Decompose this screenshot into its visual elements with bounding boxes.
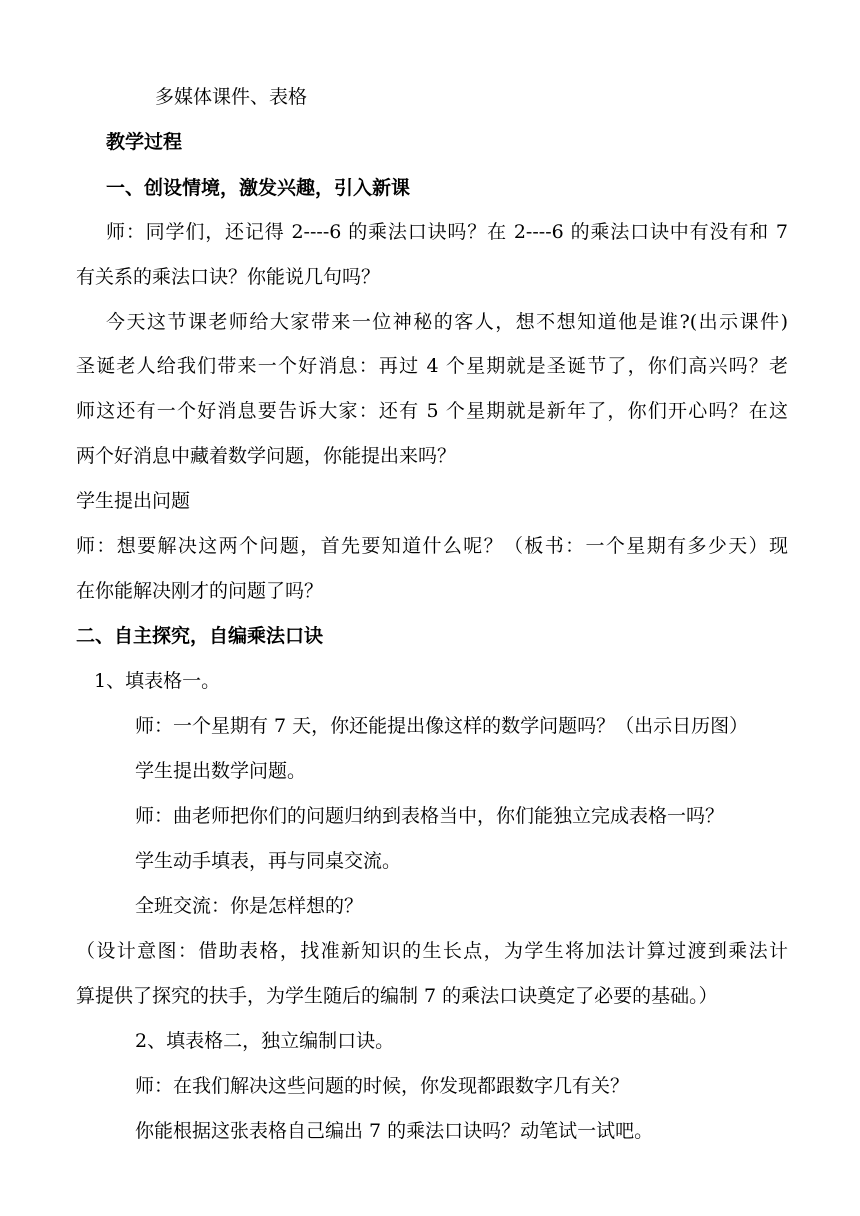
list-item-1: 1、填表格一。 [94,670,221,692]
materials-line: 多媒体课件、表格 [155,86,308,108]
list-item-1-line-3: 师：曲老师把你们的问题归纳到表格当中，你们能独立完成表格一吗？ [135,805,725,827]
list-item-1-line-4: 学生动手填表，再与同桌交流。 [135,850,402,872]
list-item-2: 2、填表格二，独立编制口诀。 [135,1030,395,1052]
section-heading-1: 一、创设情境，激发兴趣，引入新课 [106,177,411,199]
paragraph-3: 学生提出问题 [76,490,191,512]
list-item-1-line-5: 全班交流：你是怎样想的？ [135,895,364,917]
paragraph-2-line-3: 师这还有一个好消息要告诉大家：还有 5 个星期就是新年了，你们开心吗？在这 [76,400,788,422]
design-note-line-1: （设计意图：借助表格，找准新知识的生长点，为学生将加法计算过渡到乘法计 [76,940,788,962]
paragraph-2-line-2: 圣诞老人给我们带来一个好消息：再过 4 个星期就是圣诞节了，你们高兴吗？老 [76,355,788,377]
paragraph-2-line-1: 今天这节课老师给大家带来一位神秘的客人，想不想知道他是谁?(出示课件) [106,311,788,333]
paragraph-4-line-2: 在你能解决刚才的问题了吗？ [76,580,324,602]
list-item-1-line-1: 师：一个星期有 7 天，你还能提出像这样的数学问题吗？（出示日历图） [135,715,749,737]
list-item-2-line-1: 师：在我们解决这些问题的时候，你发现都跟数字几有关？ [135,1075,630,1097]
paragraph-1-line-1: 师：同学们，还记得 2----6 的乘法口诀吗？在 2----6 的乘法口诀中有没有和 7 [106,221,788,243]
paragraph-1-line-2: 有关系的乘法口诀？你能说几句吗？ [76,266,381,288]
list-item-1-line-2: 学生提出数学问题。 [135,760,307,782]
paragraph-2-line-4: 两个好消息中藏着数学问题，你能提出来吗？ [76,445,457,467]
paragraph-4-line-1: 师：想要解决这两个问题，首先要知道什么呢？（板书：一个星期有多少天）现 [76,535,788,557]
section-heading-process: 教学过程 [106,131,183,153]
design-note-line-2: 算提供了探究的扶手，为学生随后的编制 7 的乘法口诀奠定了必要的基础。） [76,985,718,1007]
list-item-2-line-2: 你能根据这张表格自己编出 7 的乘法口诀吗？动笔试一试吧。 [135,1120,654,1142]
section-heading-2: 二、自主探究，自编乘法口诀 [76,625,324,647]
